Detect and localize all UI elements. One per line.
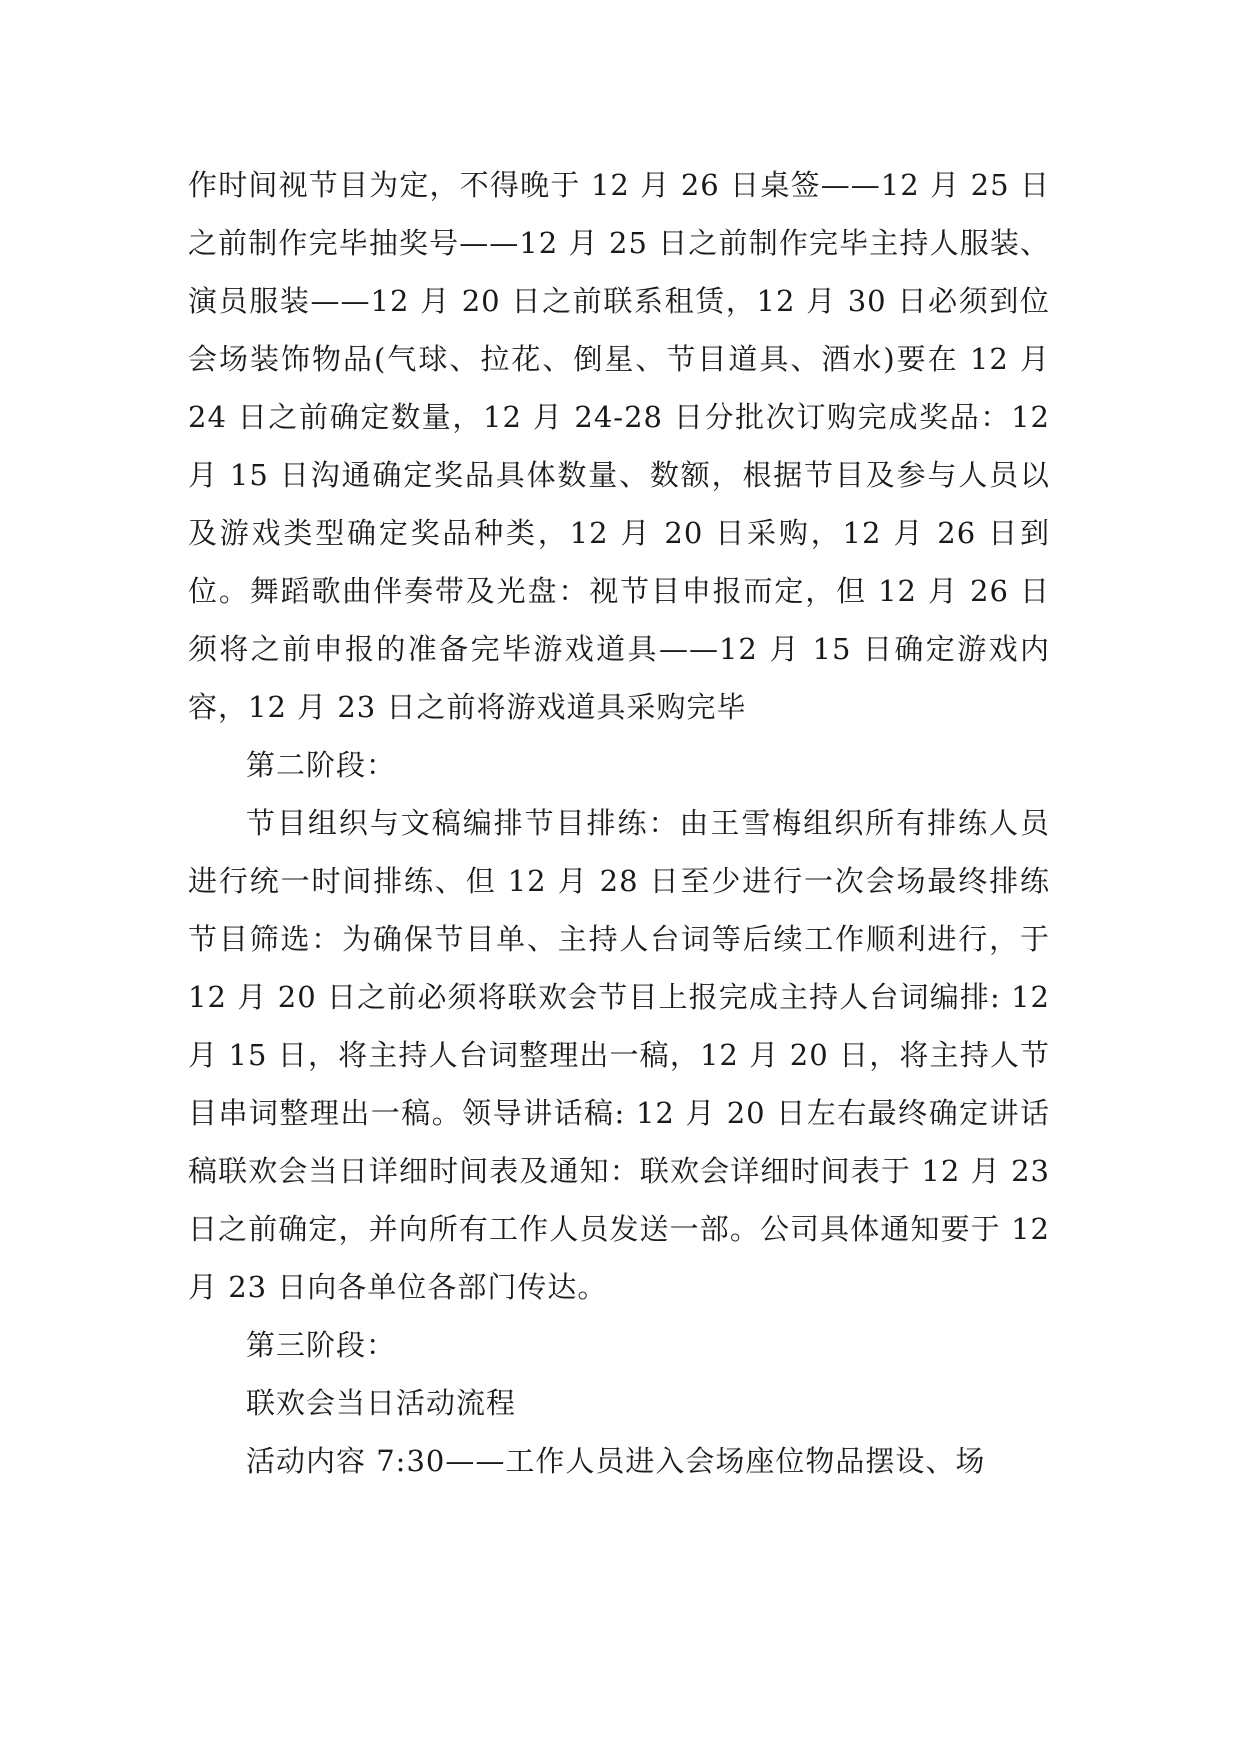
paragraph-program-organization: 节目组织与文稿编排节目排练：由王雪梅组织所有排练人员进行统一时间排练、但 12 月 28 日至少进行一次会场最终排练节目筛选：为确保节目单、主持人台词等后续工作顺利进行，于 12 月 20 日之前必须将联欢会节目上报完成主持人台词编排: 12 月 15 日，将主持人台词整理出一稿，12 月 20 日，将主持人节目串词整理出一稿。领导讲话稿: 12 月 20 日左右最终确定讲话稿联欢会当日详细时间表及通知：联欢会详细时间表于 12 月 23 日之前确定，并向所有工作人员发送一部。公司具体通知要于 12 月 23 日向各单位各部门传达。 [188, 806, 1050, 1304]
paragraph-preparation-schedule: 作时间视节目为定，不得晚于 12 月 26 日桌签——12 月 25 日之前制作完毕抽奖号——12 月 25 日之前制作完毕主持人服装、演员服装——12 月 20 日之前联系租赁，12 月 30 日必须到位会场装饰物品(气球、拉花、倒星、节目道具、酒水)要在 12 月 24 日之前确定数量，12 月 24-28 日分批次订购完成奖品：12 月 15 日沟通确定奖品具体数量、数额，根据节目及参与人员以及游戏类型确定奖品种类，12 月 20 日采购，12 月 26 日到位。舞蹈歌曲伴奏带及光盘：视节目申报而定，但 12 月 26 日须将之前申报的准备完毕游戏道具——12 月 15 日确定游戏内容，12 月 23 日之前将游戏道具采购完毕 [188, 168, 1050, 724]
heading-stage-three: 第三阶段： [246, 1328, 397, 1362]
heading-event-day-flow: 联欢会当日活动流程 [246, 1386, 517, 1420]
heading-stage-two: 第二阶段： [246, 748, 397, 782]
document-body [188, 156, 1050, 1490]
paragraph-activity-content: 活动内容 7:30——工作人员进入会场座位物品摆设、场 [246, 1444, 986, 1478]
